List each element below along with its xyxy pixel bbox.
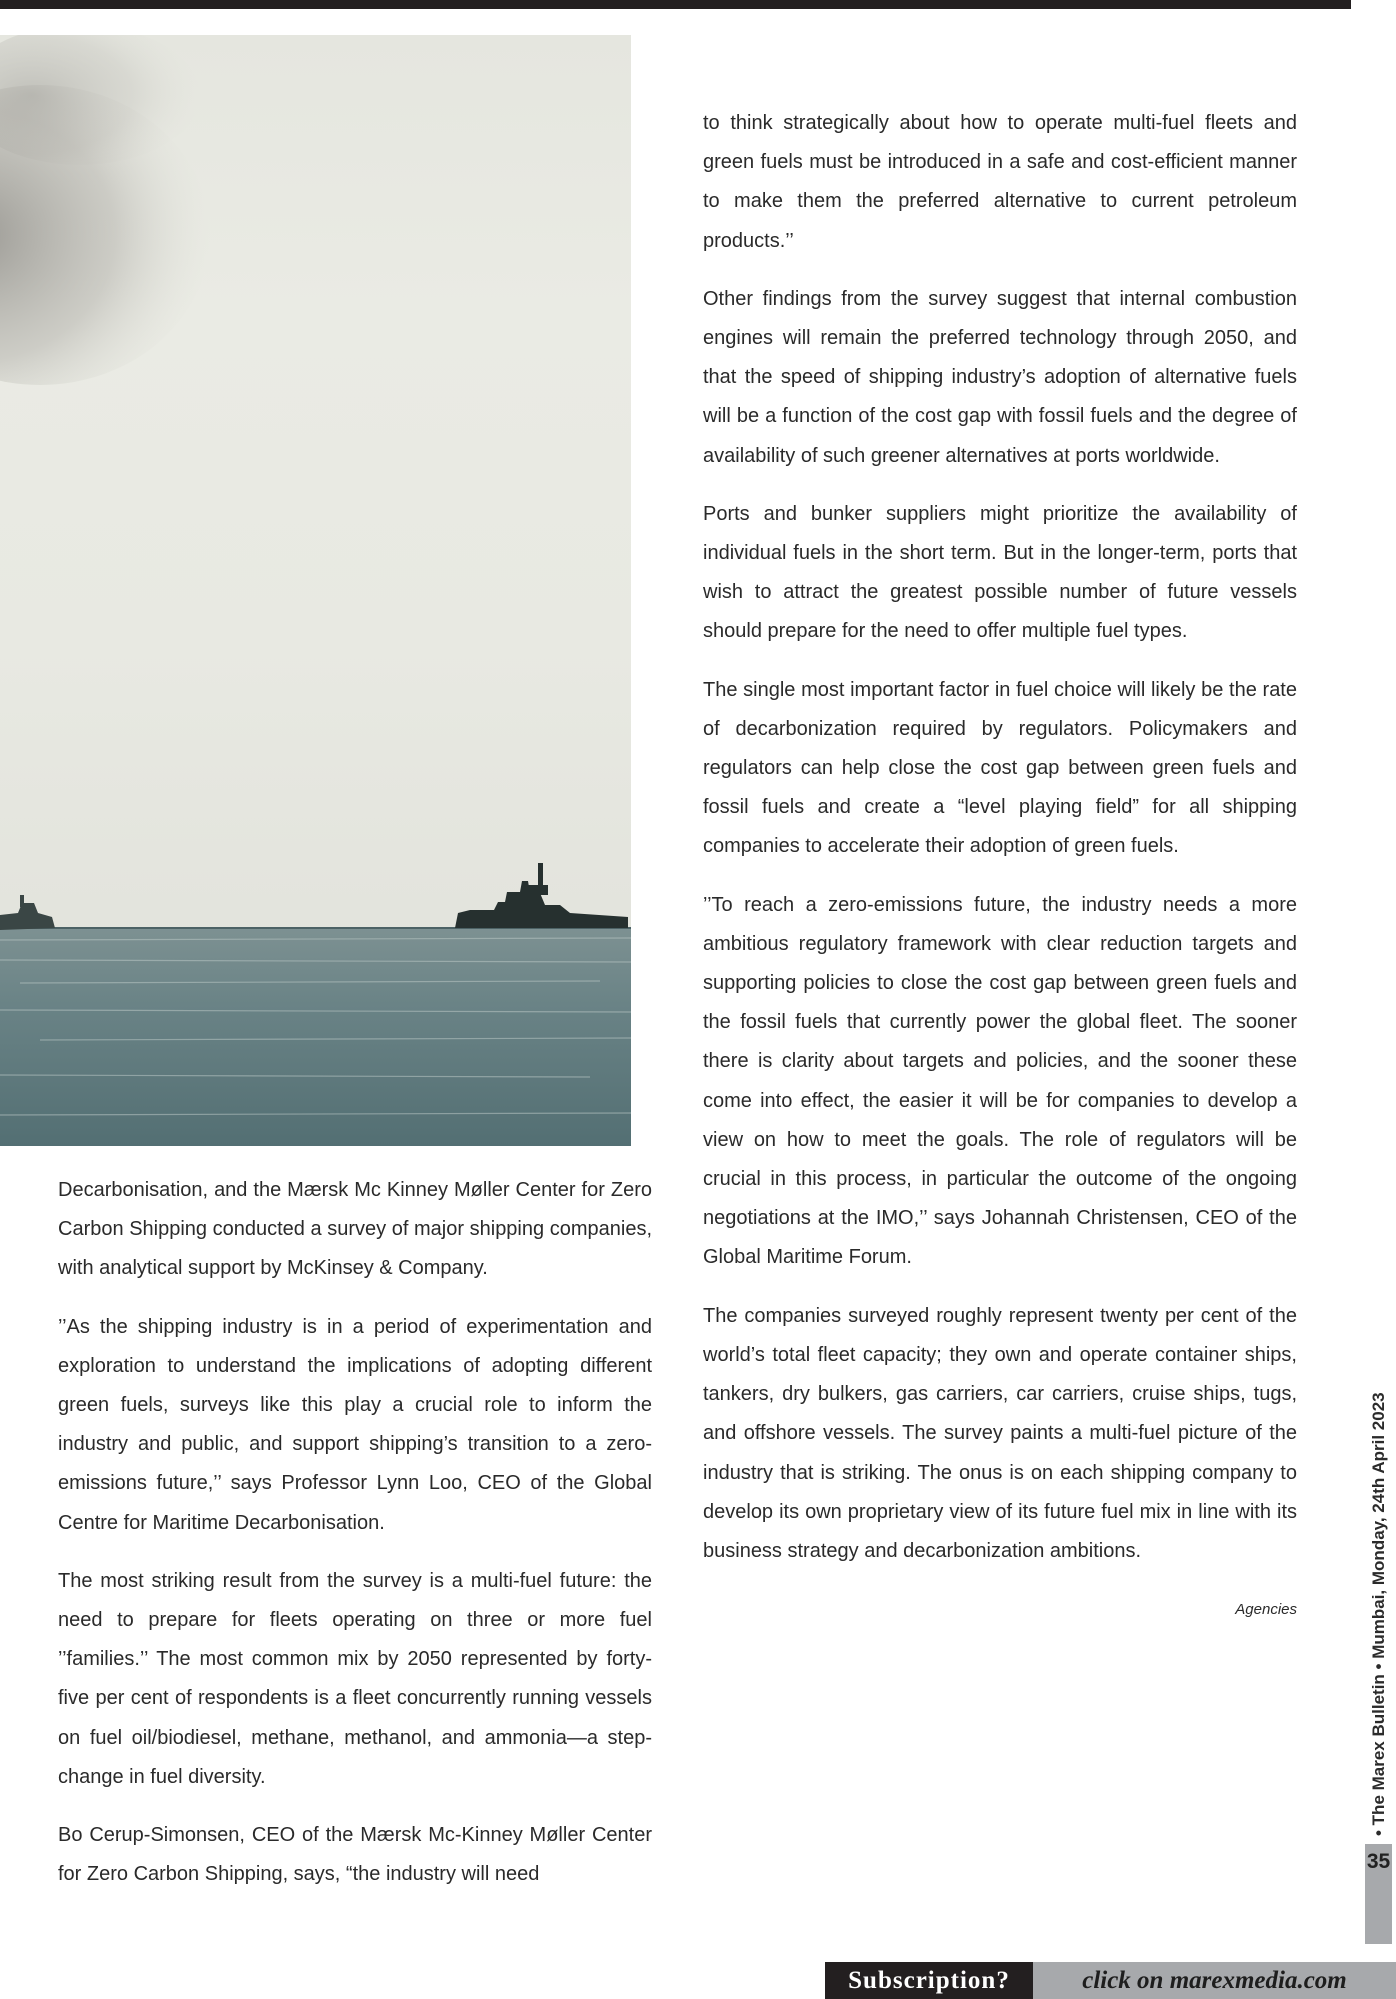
tugboat-left	[0, 895, 55, 930]
page-number-box	[1365, 1844, 1392, 1944]
paragraph: Other findings from the survey suggest that internal combustion engines will remain the preferred technology through 2050, and that the speed of shipping industry’s adoption of alternative fuels will be a function of the cost gap with fossil fuels and the degree of availability of such greener alternatives at ports worldwide.	[703, 287, 1297, 467]
subscription-bar[interactable]	[825, 1962, 1396, 1999]
paragraph: ’’As the shipping industry is in a period of experimentation and exploration to understand the implications of adopting different green fuels, surveys like this play a crucial role to inform the industry and public, and support shipping’s transition to a zero-emissions future,’’ says Professor Lynn Loo, CEO of the Global Centre for Maritime Decarbonisation.	[58, 1315, 652, 1534]
paragraph: ’’To reach a zero-emissions future, the industry needs a more ambitious regulatory framework with clear reduction targets and supporting policies to close the cost gap between green fuels and the fossil fuels that currently power the global fleet. The sooner there is clarity about targets and policies, and the sooner these come into effect, the easier it will be for companies to develop a view on how to meet the goals. The role of regulators will be crucial in this process, in particular the outcome of the ongoing negotiations at the IMO,’’ says Johannah Christensen, CEO of the Global Maritime Forum.	[703, 893, 1297, 1269]
paragraph: The most striking result from the survey is a multi-fuel future: the need to prepare for fleets operating on three or more fuel ’’families.’’ The most common mix by 2050 represented by forty-five per cent of respondents is a fleet concurrently running vessels on fuel oil/biodiesel, methane, methanol, and ammonia—a step-change in fuel diversity.	[58, 1569, 652, 1788]
paragraph: Decarbonisation, and the Mærsk Mc Kinney Møller Center for Zero Carbon Shipping conducted a survey of major shipping companies, with analytical support by McKinsey & Company.	[58, 1179, 652, 1280]
page-number: 35	[1366, 1850, 1391, 1873]
paragraph: The single most important factor in fuel choice will likely be the rate of decarbonization required by regulators. Policymakers and regulators can help close the cost gap between green fuels and fossil fuels and create a “level playing field” for all shipping companies to accelerate their adoption of green fuels.	[703, 678, 1297, 858]
paragraph: The companies surveyed roughly represent twenty per cent of the world’s total fleet capacity; they own and operate container ships, tankers, dry bulkers, gas carriers, car carriers, cruise ships, tugs, and offshore vessels. The survey paints a multi-fuel picture of the industry that is striking. The onus is on each shipping company to develop its own proprietary view of its future fuel mix in line with its business strategy and decarbonization ambitions.	[703, 1304, 1297, 1562]
paragraph: Ports and bunker suppliers might prioritize the availability of individual fuels in the short term. But in the longer-term, ports that wish to attract the greatest possible number of future vessels should prepare for the need to offer multiple fuel types.	[703, 502, 1297, 643]
publication-side-label: • The Marex Bulletin • Mumbai, Monday, 24th April 2023	[1369, 1392, 1388, 1836]
subscription-label[interactable]: Subscription?	[825, 1962, 1033, 1999]
article-photo	[0, 35, 631, 1146]
article-credit: Agencies	[1235, 1601, 1297, 1619]
sea-tugboats-illustration	[0, 35, 631, 1146]
subscription-link[interactable]: click on marexmedia.com	[1033, 1962, 1396, 1999]
article-left-column	[58, 1171, 652, 1913]
top-rule	[0, 0, 1351, 9]
paragraph: Bo Cerup-Simonsen, CEO of the Mærsk Mc-Kinney Møller Center for Zero Carbon Shipping, says, “the industry will need	[58, 1824, 652, 1886]
paragraph: to think strategically about how to operate multi-fuel fleets and green fuels must be introduced in a safe and cost-efficient manner to make them the preferred alternative to current petroleum products.’’	[703, 112, 1297, 252]
tugboat-right	[455, 863, 628, 928]
article-right-column	[703, 104, 1297, 1648]
